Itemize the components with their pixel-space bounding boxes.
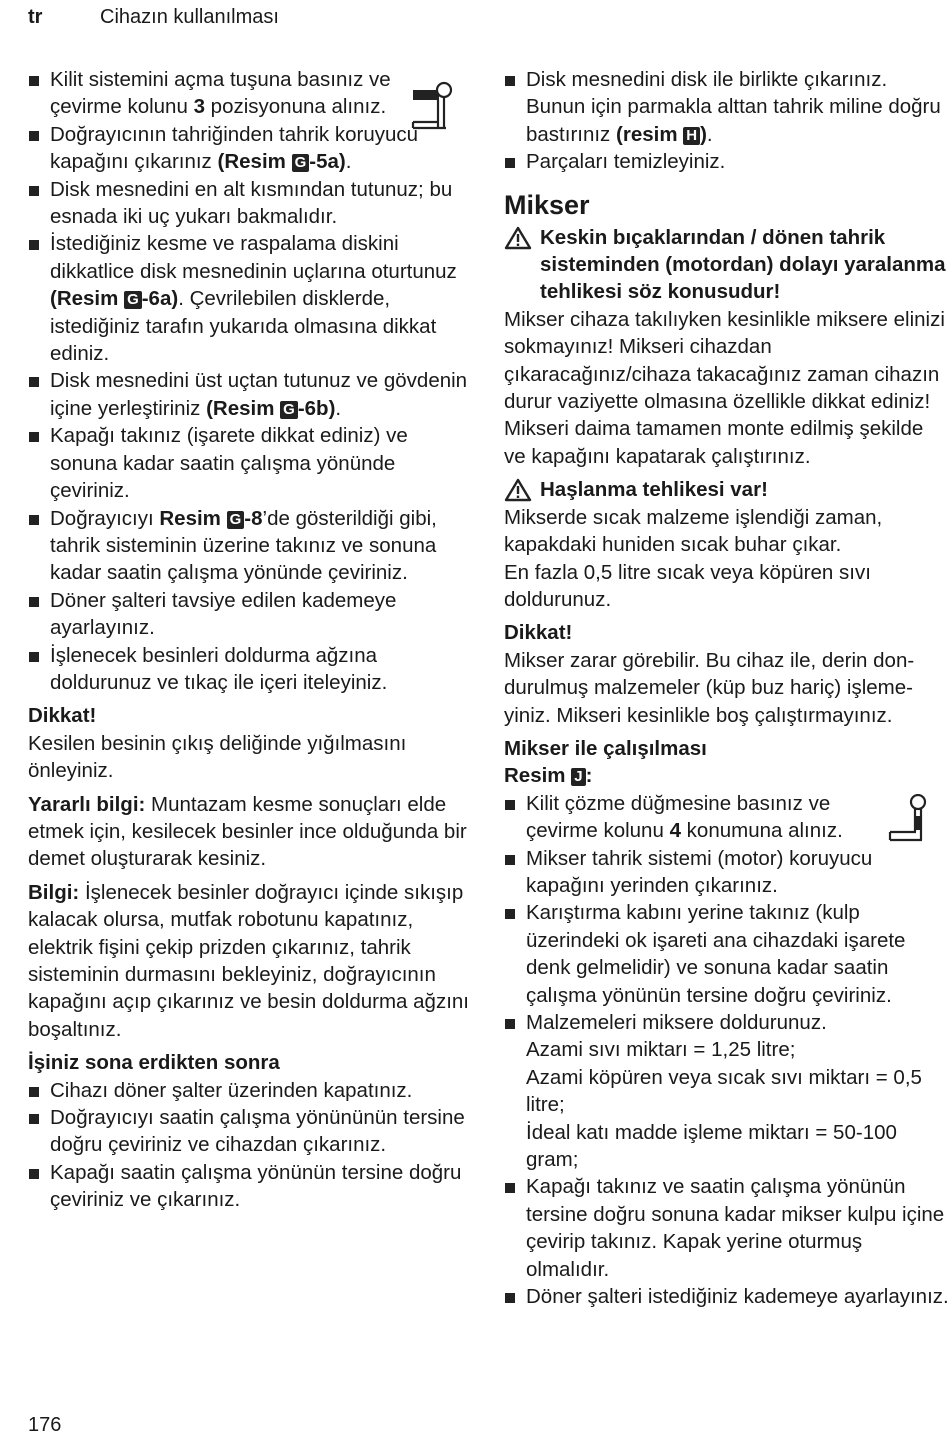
rotary-knob-position-4-icon — [888, 794, 934, 850]
caution-heading: Dikkat! — [504, 621, 573, 645]
tip-label: Yararlı bilgi: — [28, 792, 146, 816]
figure-reference: Resim J : — [504, 764, 593, 788]
caution-text: Mikser zarar görebilir. Bu cihaz ile, derin dondurulmuş malzemeler (küp buz hariç) işlemeyiniz. Mikseri kesinlikle boş çalıştırmayınız. — [504, 648, 915, 727]
warning-triangle-icon — [504, 478, 532, 502]
warning-heading: Haşlanma tehlikesi var! — [504, 476, 950, 503]
bullet-square-icon — [505, 909, 515, 919]
figure-key-badge: J — [571, 768, 585, 786]
list-item: Karıştırma kabını yerine takınız (kulp üzerindeki ok işareti ana cihazdaki işarete denk gelmelidir) ve sonuna kadar saatin çalışma yönünün tersine doğru çeviriniz. — [504, 899, 950, 1009]
list-item: Doğrayıcının tahriğinden tahrik koruyucu kapağını çıkarınız (Resim G -5a). — [28, 121, 440, 176]
list-item: Döner şalteri istediğiniz kademeye ayarlayınız. — [504, 1283, 950, 1310]
caution-text: Kesilen besinin çıkış deliğinde yığılmasını önleyiniz. — [28, 731, 407, 783]
caution-heading: Dikkat! — [28, 704, 97, 728]
info-paragraph: Bilgi: İşlenecek besinler doğrayıcı içinde sıkışıp kalacak olursa, mutfak robotunu kapatınız, elektrik fişini çekip prizden çıkarınız, tahrik sisteminin durmasını bekleyiniz, doğrayıcının kapağını açıp çıkarınız ve besin doldurma ağzını boşaltınız. — [28, 880, 470, 1041]
list-item: Disk mesnedini disk ile birlikte çıkarınız. Bunun için parmakla alttan tahrik miline doğru bastırınız (resim H ). — [504, 66, 950, 148]
bullet-square-icon — [29, 131, 39, 141]
list-item: Cihazı döner şalter üzerinden kapatınız. — [28, 1077, 473, 1104]
info-label: Bilgi: — [28, 880, 80, 904]
list-item: Disk mesnedini üst uçtan tutunuz ve gövdenin içine yerleştiriniz (Resim G -6b). — [28, 367, 473, 422]
list-item: Parçaları temizleyiniz. — [504, 148, 950, 175]
list-item: Malzemeleri miksere doldurunuz. Azami sıvı miktarı = 1,25 litre; Azami köpüren veya sıcak sıvı miktarı = 0,5 litre; İdeal katı madde işleme miktarı = 50-100 gram; — [504, 1009, 950, 1173]
list-item: Kilit sistemini açma tuşuna basınız ve çevirme kolunu 3 pozisyonuna alınız. — [28, 66, 410, 121]
list-item: Kilit çözme düğmesine basınız ve çevirme kolunu 4 konumuna alınız. — [504, 790, 856, 845]
list-item: Kapağı takınız (işarete dikkat ediniz) ve sonuna kadar saatin çalışma yönünde çeviriniz. — [28, 422, 473, 504]
bullet-square-icon — [29, 1114, 39, 1124]
bullet-square-icon — [29, 240, 39, 250]
after-use-heading: İşiniz sona erdikten sonra — [28, 1051, 280, 1075]
list-item: İşlenecek besinleri doldurma ağzına doldurunuz ve tıkaç ile içeri iteleyiniz. — [28, 642, 473, 697]
figure-key-badge: G — [124, 291, 142, 309]
list-item: Kapağı saatin çalışma yönünün tersine doğru çeviriniz ve çıkarınız. — [28, 1159, 473, 1214]
bullet-square-icon — [29, 377, 39, 387]
warning-text: En fazla 0,5 litre sıcak veya köpüren sıvı doldurunuz. — [504, 560, 871, 611]
figure-key-badge: G — [227, 511, 245, 529]
bullet-square-icon — [29, 186, 39, 196]
list-item: Döner şalteri tavsiye edilen kademeye ayarlayınız. — [28, 587, 473, 642]
bullet-square-icon — [505, 800, 515, 810]
bullet-square-icon — [29, 432, 39, 442]
bullet-square-icon — [29, 597, 39, 607]
language-code: tr — [28, 6, 43, 28]
right-column — [504, 66, 950, 1310]
figure-key-badge: G — [280, 401, 298, 419]
warning-heading: Keskin bıçaklarından / dönen tahrik sisteminden (motordan) dolayı yaralanma tehlikesi söz konusudur! — [504, 224, 950, 306]
bullet-square-icon — [29, 1169, 39, 1179]
list-item: Kapağı takınız ve saatin çalışma yönünün tersine doğru sonuna kadar mikser kulpu içine çevirip takınız. Kapak yerine oturmuş olmalıdır. — [504, 1173, 950, 1283]
figure-key-badge: H — [683, 127, 700, 145]
bullet-square-icon — [505, 855, 515, 865]
warning-text: Mikser cihaza takılıyken kesinlikle miksere elinizi sokmayınız! Mikseri cihazdan çıkaracağınız/cihaza takacağınız zaman cihazın durur vaziyette olmasına özellikle dikkat ediniz! Mikseri daima tamamen monte edilmiş şekilde ve kapağını kapatarak çalıştırınız. — [504, 307, 945, 468]
bullet-square-icon — [29, 76, 39, 86]
figure-key-badge: G — [292, 154, 310, 172]
bullet-square-icon — [505, 1019, 515, 1029]
warning-text: Mikserde sıcak malzeme işlendiği zaman, kapakdaki huniden sıcak buhar çıkar. — [504, 505, 883, 557]
bullet-square-icon — [505, 76, 515, 86]
tip-paragraph: Yararlı bilgi: Muntazam kesme sonuçları elde etmek için, kesilecek besinler ince olduğunda bir demet oluşturarak kesiniz. — [28, 792, 467, 871]
bullet-square-icon — [505, 1293, 515, 1303]
list-item: İstediğiniz kesme ve raspalama diskini dikkatlice disk mesnedinin uçlarına oturtunuz (Resim G -6a). Çevrilebilen disklerde, istediğiniz tarafın yukarıda olmasına dikkat ediniz. — [28, 230, 470, 367]
mixer-heading: Mikser — [504, 189, 590, 220]
bullet-square-icon — [29, 652, 39, 662]
list-item: Doğrayıcıyı saatin çalışma yönününün tersine doğru çeviriniz ve cihazdan çıkarınız. — [28, 1104, 473, 1159]
section-title: Cihazın kullanılması — [100, 6, 279, 28]
bullet-square-icon — [505, 1183, 515, 1193]
bullet-square-icon — [29, 1087, 39, 1097]
warning-triangle-icon — [504, 226, 532, 250]
page-number: 176 — [28, 1414, 62, 1436]
page-header — [28, 6, 279, 29]
list-item: Disk mesnedini en alt kısmından tutunuz; bu esnada iki uç yukarı bakmalıdır. — [28, 176, 473, 231]
left-column — [28, 66, 473, 1214]
list-item: Doğrayıcıyı Resim G -8’de gösterildiği gibi, tahrik sisteminin üzerine takınız ve sonuna kadar saatin çalışma yönünde çeviriniz. — [28, 505, 473, 587]
bullet-square-icon — [505, 158, 515, 168]
mixer-steps — [504, 790, 950, 1311]
bullet-square-icon — [29, 515, 39, 525]
list-item: Mikser tahrik sistemi (motor) koruyucu kapağını yerinden çıkarınız. — [504, 845, 926, 900]
mixer-use-heading: Mikser ile çalışılması — [504, 736, 707, 760]
